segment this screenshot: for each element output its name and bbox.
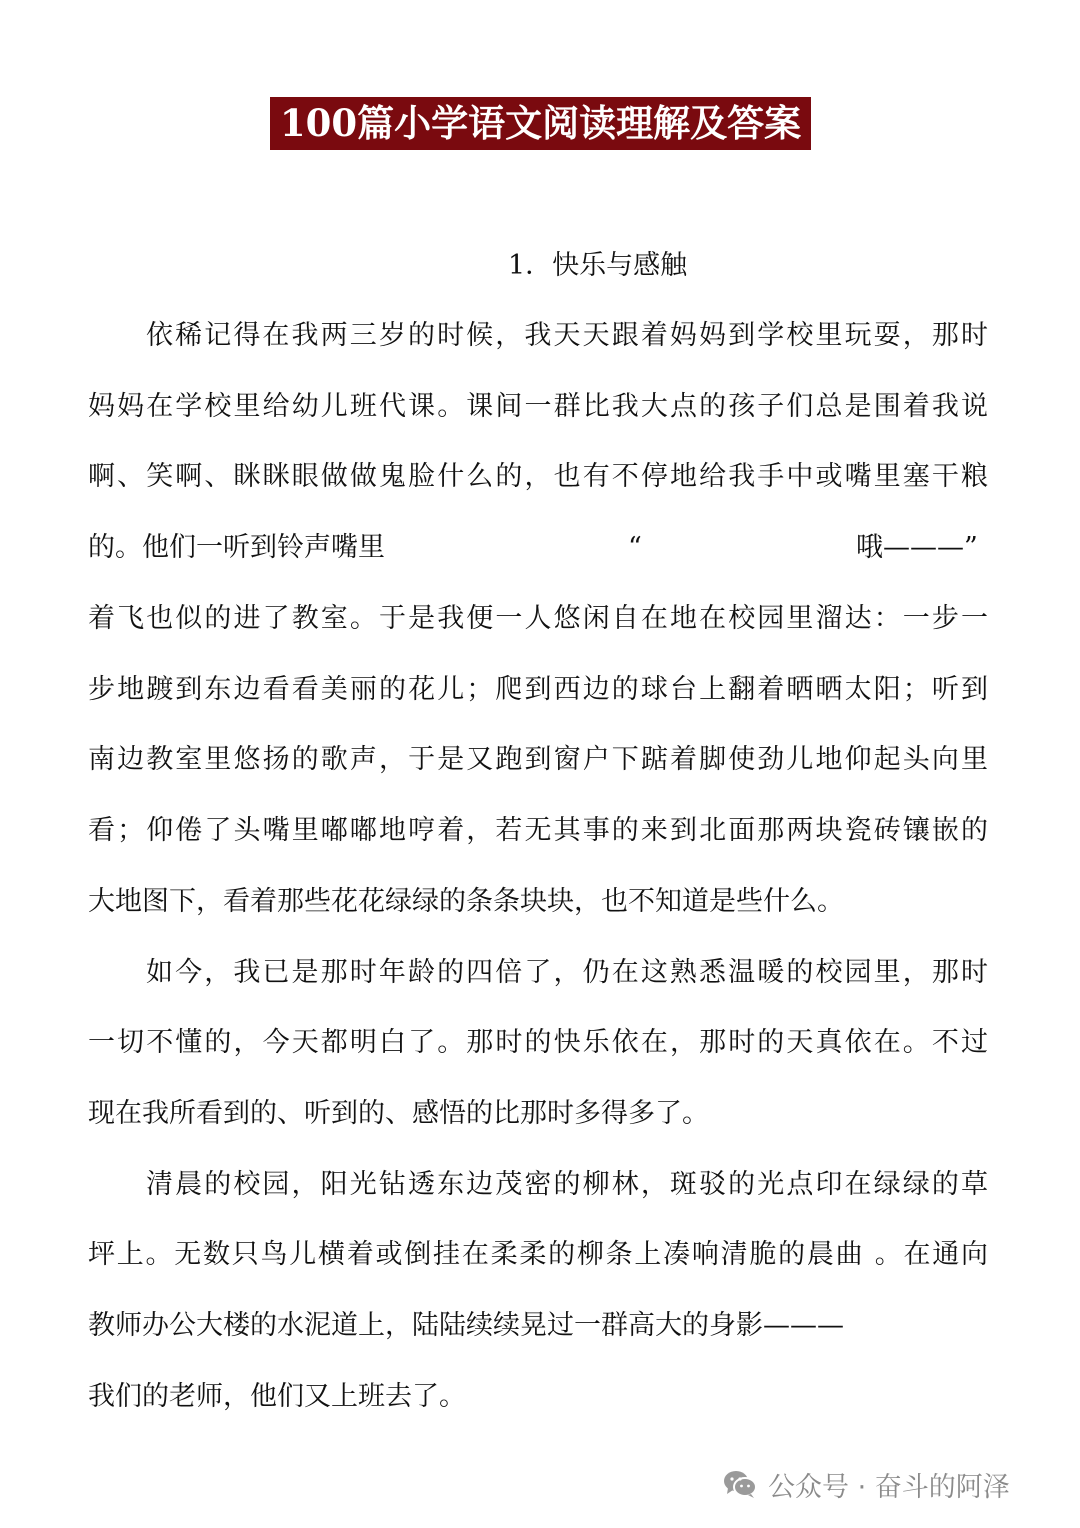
paragraph-2-line-1: 如今，我已是那时年龄的四倍了，仍在这熟悉温暖的校园里，那时	[146, 957, 988, 988]
paragraph-1-line-8: 看；仰倦了头嘴里嘟嘟地哼着，若无其事的来到北面那两块瓷砖镶嵌的	[88, 815, 988, 846]
paragraph-1-line-9: 大地图下，看着那些花花绿绿的条条块块，也不知道是些什么。	[88, 886, 844, 917]
paragraph-1-line-1: 依稀记得在我两三岁的时候，我天天跟着妈妈到学校里玩耍，那时	[146, 320, 988, 351]
paragraph-2-line-2: 一切不懂的，今天都明白了。那时的快乐依在，那时的天真依在。不过	[88, 1027, 988, 1058]
wechat-icon	[722, 1469, 758, 1499]
paragraph-3-line-2: 坪上。无数只鸟儿横着或倒挂在柔柔的柳条上凑响清脆的晨曲 。在通向	[88, 1239, 988, 1270]
paragraph-1-line-6: 步地踱到东边看看美丽的花儿；爬到西边的球台上翻着晒晒太阳；听到	[88, 674, 988, 705]
paragraph-1-line-4-start: 的。他们一听到铃声嘴里	[88, 532, 385, 563]
paragraph-2-line-3: 现在我所看到的、听到的、感悟的比那时多得多了。	[88, 1098, 709, 1129]
paragraph-1-line-7: 南边教室里悠扬的歌声，于是又跑到窗户下踮着脚使劲儿地仰起头向里	[88, 744, 988, 775]
paragraph-3-line-1: 清晨的校园，阳光钻透东边茂密的柳林，斑驳的光点印在绿绿的草	[146, 1169, 988, 1200]
paragraph-3-line-4: 我们的老师，他们又上班去了。	[88, 1381, 466, 1412]
paragraph-1-line-4-end: 哦———”	[856, 532, 978, 563]
watermark-text: 公众号 · 奋斗的阿泽	[768, 1471, 1010, 1503]
paragraph-1-line-5: 着飞也似的进了教室。于是我便一人悠闲自在地在校园里溜达：一步一	[88, 603, 988, 634]
paragraph-1-line-2: 妈妈在学校里给幼儿班代课。课间一群比我大点的孩子们总是围着我说	[88, 391, 988, 422]
watermark	[722, 1462, 1010, 1506]
document-title: 100篇小学语文阅读理解及答案	[270, 97, 811, 150]
paragraph-3-line-3: 教师办公大楼的水泥道上，陆陆续续晃过一群高大的身影———	[88, 1310, 844, 1341]
paragraph-1-line-3: 啊、笑啊、眯眯眼做做鬼脸什么的，也有不停地给我手中或嘴里塞干粮	[88, 461, 988, 492]
section-heading: 1．快乐与感触	[508, 250, 688, 281]
paragraph-1-line-4-quote: “	[628, 532, 642, 563]
